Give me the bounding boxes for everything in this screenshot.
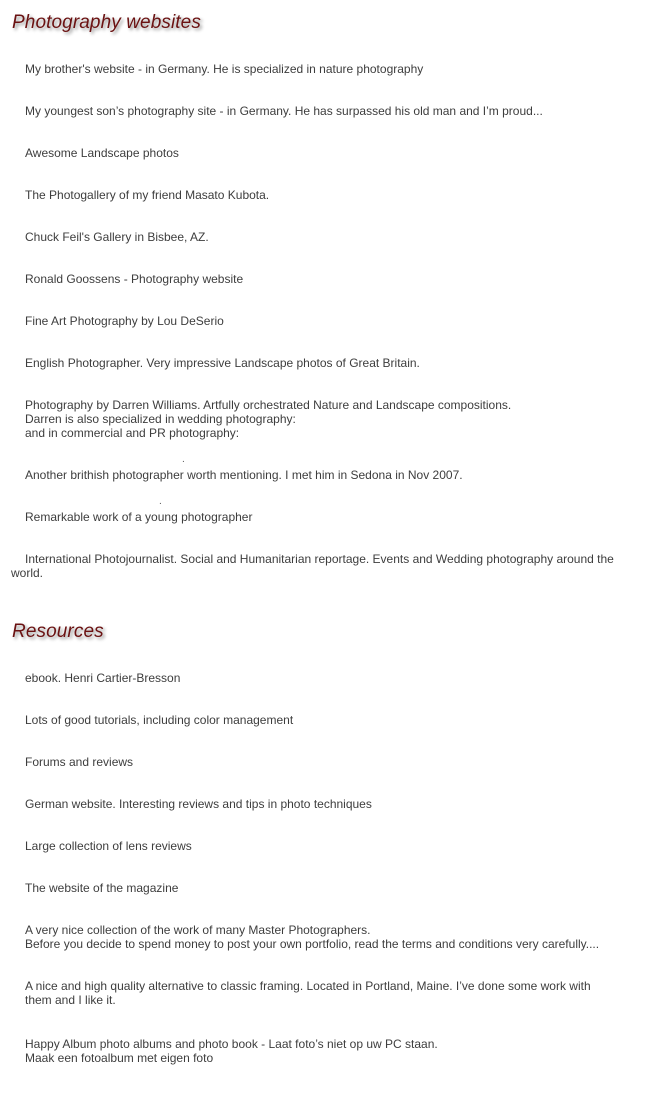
photography-site-entry-text: Photography by Darren Williams. Artfully orchestrated Nature and Landscape compositions. <box>25 398 512 412</box>
resource-entry-text: A very nice collection of the work of many Master Photographers. <box>25 923 371 937</box>
photography-site-entry[interactable] <box>11 468 621 482</box>
photography-site-entry[interactable] <box>11 146 621 160</box>
photography-site-entry[interactable] <box>11 314 621 328</box>
photography-site-entry[interactable] <box>11 356 621 370</box>
photography-site-entry[interactable] <box>11 230 621 244</box>
separator-dot: . <box>159 496 162 507</box>
photography-site-entry-text: International Photojournalist. Social and Humanitarian reportage. Events and Wedding photography around the world. <box>11 552 614 580</box>
resource-entry[interactable] <box>11 979 607 1007</box>
photography-site-entry-text: My youngest son’s photography site - in Germany. He has surpassed his old man and I’m proud... <box>25 104 543 118</box>
photography-site-entry[interactable] <box>11 398 621 440</box>
resource-entry[interactable] <box>11 797 621 811</box>
resource-entry[interactable] <box>11 881 621 895</box>
photography-site-entry-text: Awesome Landscape photos <box>25 146 179 160</box>
separator-dot: . <box>182 454 185 465</box>
resource-entry-text: Maak een fotoalbum met eigen foto <box>25 1051 214 1065</box>
resource-entry[interactable] <box>11 1037 621 1065</box>
resource-entry-text: Large collection of lens reviews <box>25 839 192 853</box>
resource-entry-text: Happy Album photo albums and photo book - Laat foto’s niet op uw PC staan. <box>25 1037 438 1051</box>
resource-entry-text: A nice and high quality alternative to classic framing. Located in Portland, Maine. I’ve done some work with them and I like it. <box>25 979 591 1007</box>
photography-site-entry-text: Ronald Goossens - Photography website <box>25 272 244 286</box>
photography-site-entry[interactable] <box>11 104 621 118</box>
photography-site-entry[interactable] <box>11 62 621 76</box>
photography-site-entry-text: and in commercial and PR photography: <box>25 426 240 440</box>
resource-entry[interactable] <box>11 923 621 951</box>
photography-site-entry-text: English Photographer. Very impressive Landscape photos of Great Britain. <box>25 356 420 370</box>
photography-site-entry[interactable] <box>11 552 621 580</box>
resource-entry[interactable] <box>11 713 621 727</box>
resource-entry[interactable] <box>11 671 621 685</box>
photography-site-entry-text: Chuck Feil's Gallery in Bisbee, AZ. <box>25 230 209 244</box>
resource-entry[interactable] <box>11 839 621 853</box>
resource-entry-text: German website. Interesting reviews and tips in photo techniques <box>25 797 372 811</box>
photography-site-entry-text: Another brithish photographer worth mentioning. I met him in Sedona in Nov 2007. <box>25 468 463 482</box>
resource-entry[interactable] <box>11 755 621 769</box>
photography-site-entry-text: Fine Art Photography by Lou DeSerio <box>25 314 224 328</box>
resource-entry-text: ebook. Henri Cartier-Bresson <box>25 671 181 685</box>
resource-entry-text: Before you decide to spend money to post your own portfolio, read the terms and conditions very carefully.... <box>25 937 600 951</box>
photography-websites-heading: Photography websites <box>12 12 201 33</box>
photography-site-entry[interactable] <box>11 188 621 202</box>
resource-entry-text: Forums and reviews <box>25 755 134 769</box>
photography-site-entry[interactable] <box>11 510 621 524</box>
photography-site-entry[interactable] <box>11 272 621 286</box>
resource-entry-text: Lots of good tutorials, including color management <box>25 713 294 727</box>
photography-site-entry-text: The Photogallery of my friend Masato Kubota. <box>25 188 270 202</box>
photography-site-entry-text: Remarkable work of a young photographer <box>25 510 253 524</box>
resources-heading: Resources <box>12 621 104 642</box>
photography-site-entry-text: Darren is also specialized in wedding photography: <box>25 412 296 426</box>
resource-entry-text: The website of the magazine <box>25 881 179 895</box>
photography-site-entry-text: My brother's website - in Germany. He is specialized in nature photography <box>25 62 424 76</box>
